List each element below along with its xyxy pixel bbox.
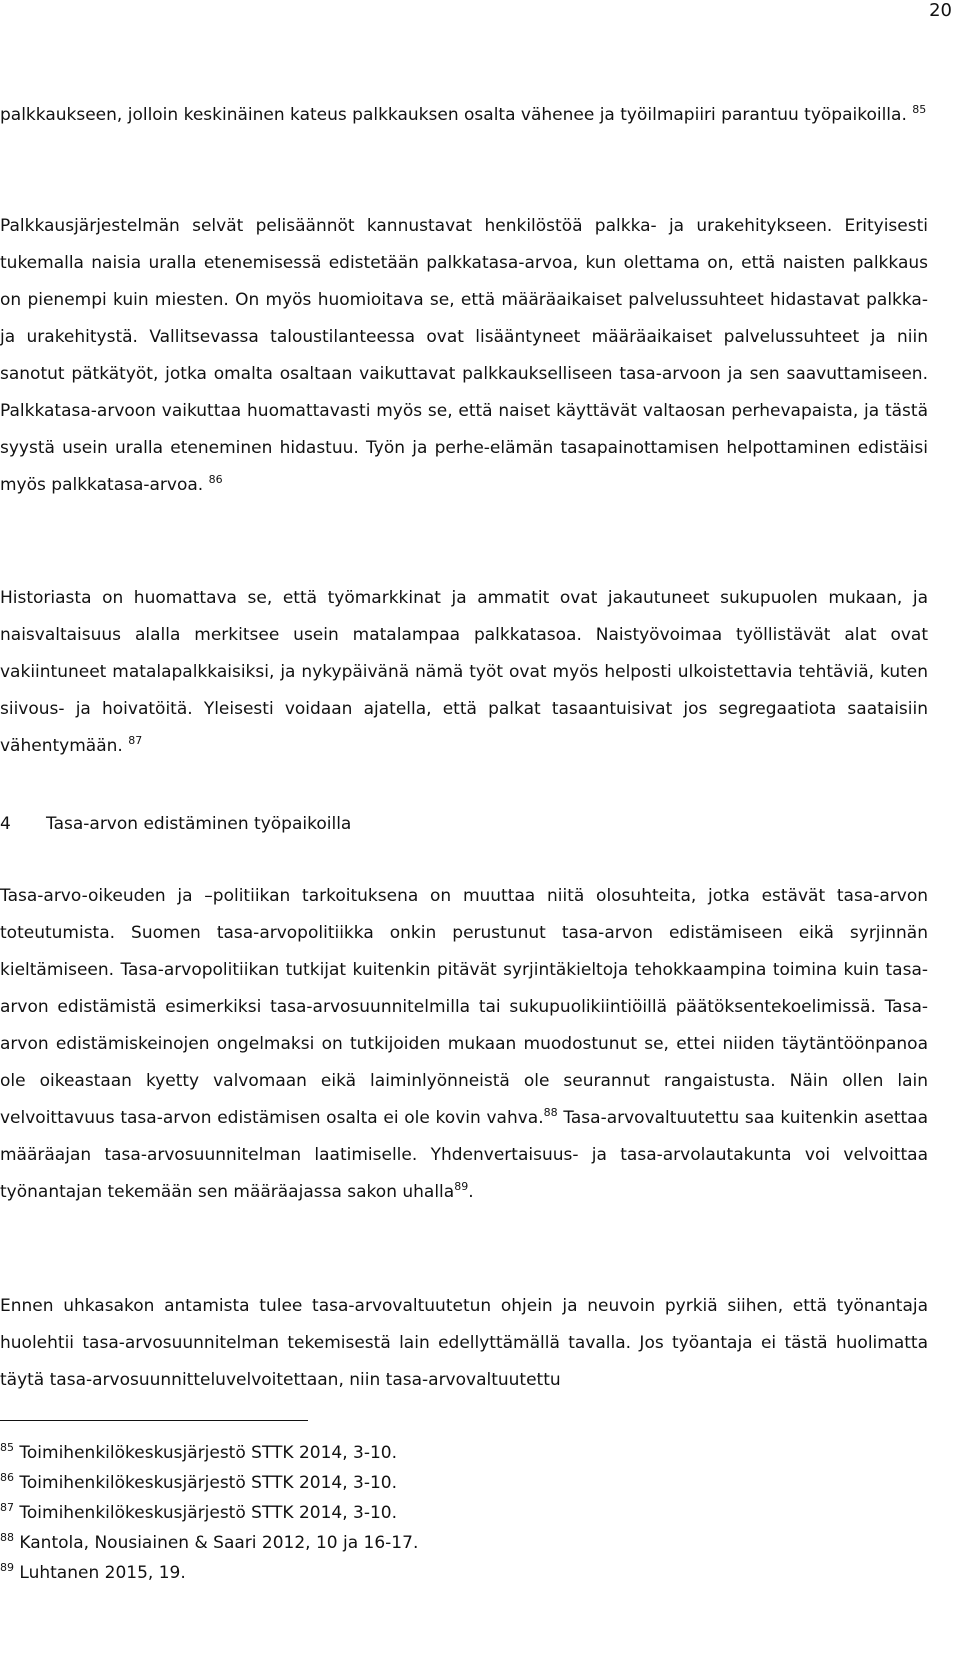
footnote-ref-86: 86	[208, 473, 223, 486]
paragraph-1	[0, 97, 928, 134]
footnote-item	[0, 1528, 418, 1558]
section-title: Tasa-arvon edistäminen työpaikoilla	[46, 814, 352, 834]
section-number: 4	[0, 814, 11, 834]
paragraph-4-text-b: Tasa-arvovaltuutettu saa kuitenkin asettaa määräajan tasa-arvosuunnitelman laatimiselle. Yhdenvertaisuus- ja tasa-arvolautakunta voi velvoittaa työnantajan tekemään sen määräajassa sakon uhalla	[0, 1108, 929, 1202]
footnote-ref-87: 87	[128, 734, 143, 747]
paragraph-4-text-a: Tasa-arvo-oikeuden ja –politiikan tarkoituksena on muuttaa niitä olosuhteita, jotka estävät tasa-arvon toteutumista. Suomen tasa-arvopolitiikka onkin perustunut tasa-arvon edistämiseen eikä syrjinnän kieltämiseen. Tasa-arvopolitiikan tutkijat kuitenkin pitävät syrjintäkieltoja tehokkaampina toimina kuin tasa-arvon edistämistä esimerkiksi tasa-arvosuunnitelmilla tai sukupuolikiintiöillä päätöksentekoelimissä. Tasa-arvon edistämiskeinojen ongelmaksi on tutkijoiden mukaan muodostunut se, ettei niiden täytäntöönpanoa ole oikeastaan kyetty valvomaan eikä laiminlyönneistä ole seurannut rangaistusta. Näin ollen lain velvoittavuus tasa-arvon edistämisen osalta ei ole kovin vahva.	[0, 886, 928, 1128]
footnote-number: 85	[0, 1441, 14, 1454]
footnote-number: 89	[0, 1561, 14, 1574]
footnote-text: Toimihenkilökeskusjärjestö STTK 2014, 3-10.	[19, 1443, 398, 1463]
footnote-item	[0, 1468, 418, 1498]
paragraph-2-text: Palkkausjärjestelmän selvät pelisäännöt kannustavat henkilöstöä palkka- ja urakehitykseen. Erityisesti tukemalla naisia uralla etenemisessä edistetään palkkatasa-arvoa, kun olettama on, että naisten palkkaus on pienempi kuin miesten. On myös huomioitava se, että määräaikaiset palvelussuhteet hidastavat palkka- ja urakehitystä. Vallitsevassa taloustilanteessa ovat lisääntyneet määräaikaiset palvelussuhteet ja niin sanotut pätkätyöt, jotka omalta osaltaan vaikuttavat palkkaukselliseen tasa-arvoon ja sen saavuttamiseen. Palkkatasa-arvoon vaikuttaa huomattavasti myös se, että naiset käyttävät valtaosan perhevapaista, ja tästä syystä usein uralla eteneminen hidastuu. Työn ja perhe-elämän tasapainottamisen helpottaminen edistäisi myös palkkatasa-arvoa.	[0, 216, 928, 495]
paragraph-3-text: Historiasta on huomattava se, että työmarkkinat ja ammatit ovat jakautuneet sukupuolen mukaan, ja naisvaltaisuus alalla merkitsee usein matalampaa palkkatasoa. Naistyövoimaa työllistävät alat ovat vakiintuneet matalapalkkaisiksi, ja nykypäivänä nämä työt ovat myös helposti ulkoistettavia tehtäviä, kuten siivous- ja hoivatöitä. Yleisesti voidaan ajatella, että palkat tasaantuisivat jos segregaatiota saataisiin vähentymään.	[0, 588, 928, 756]
paragraph-5-text: Ennen uhkasakon antamista tulee tasa-arvovaltuutetun ohjein ja neuvoin pyrkiä siihen, että työnantaja huolehtii tasa-arvosuunnitelman tekemisestä lain edellyttämällä tavalla. Jos työantaja ei tästä huolimatta täytä tasa-arvosuunnitteluvelvoitettaan, niin tasa-arvovaltuutettu	[0, 1296, 928, 1390]
footnote-item	[0, 1558, 418, 1588]
footnote-ref-88: 88	[543, 1106, 558, 1119]
footnote-number: 86	[0, 1471, 14, 1484]
paragraph-2	[0, 208, 928, 504]
footnote-text: Luhtanen 2015, 19.	[19, 1563, 186, 1583]
footnote-number: 87	[0, 1501, 14, 1514]
footnote-text: Toimihenkilökeskusjärjestö STTK 2014, 3-10.	[19, 1473, 398, 1493]
page-number: 20	[929, 0, 952, 21]
footnote-text: Toimihenkilökeskusjärjestö STTK 2014, 3-10.	[19, 1503, 398, 1523]
paragraph-1-text: palkkaukseen, jolloin keskinäinen kateus palkkauksen osalta vähenee ja työilmapiiri parantuu työpaikoilla.	[0, 105, 907, 125]
section-heading	[0, 806, 351, 843]
footnote-number: 88	[0, 1531, 14, 1544]
footnote-text: Kantola, Nousiainen & Saari 2012, 10 ja 16-17.	[19, 1533, 419, 1553]
paragraph-3	[0, 580, 928, 765]
footnote-item	[0, 1438, 418, 1468]
footnote-ref-89: 89	[454, 1180, 469, 1193]
footnote-list	[0, 1438, 418, 1588]
paragraph-4	[0, 878, 928, 1211]
paragraph-5	[0, 1288, 928, 1399]
footnote-ref-85: 85	[912, 103, 927, 116]
footnote-divider	[0, 1420, 308, 1421]
footnote-item	[0, 1498, 418, 1528]
paragraph-4-text-c: .	[468, 1182, 474, 1202]
